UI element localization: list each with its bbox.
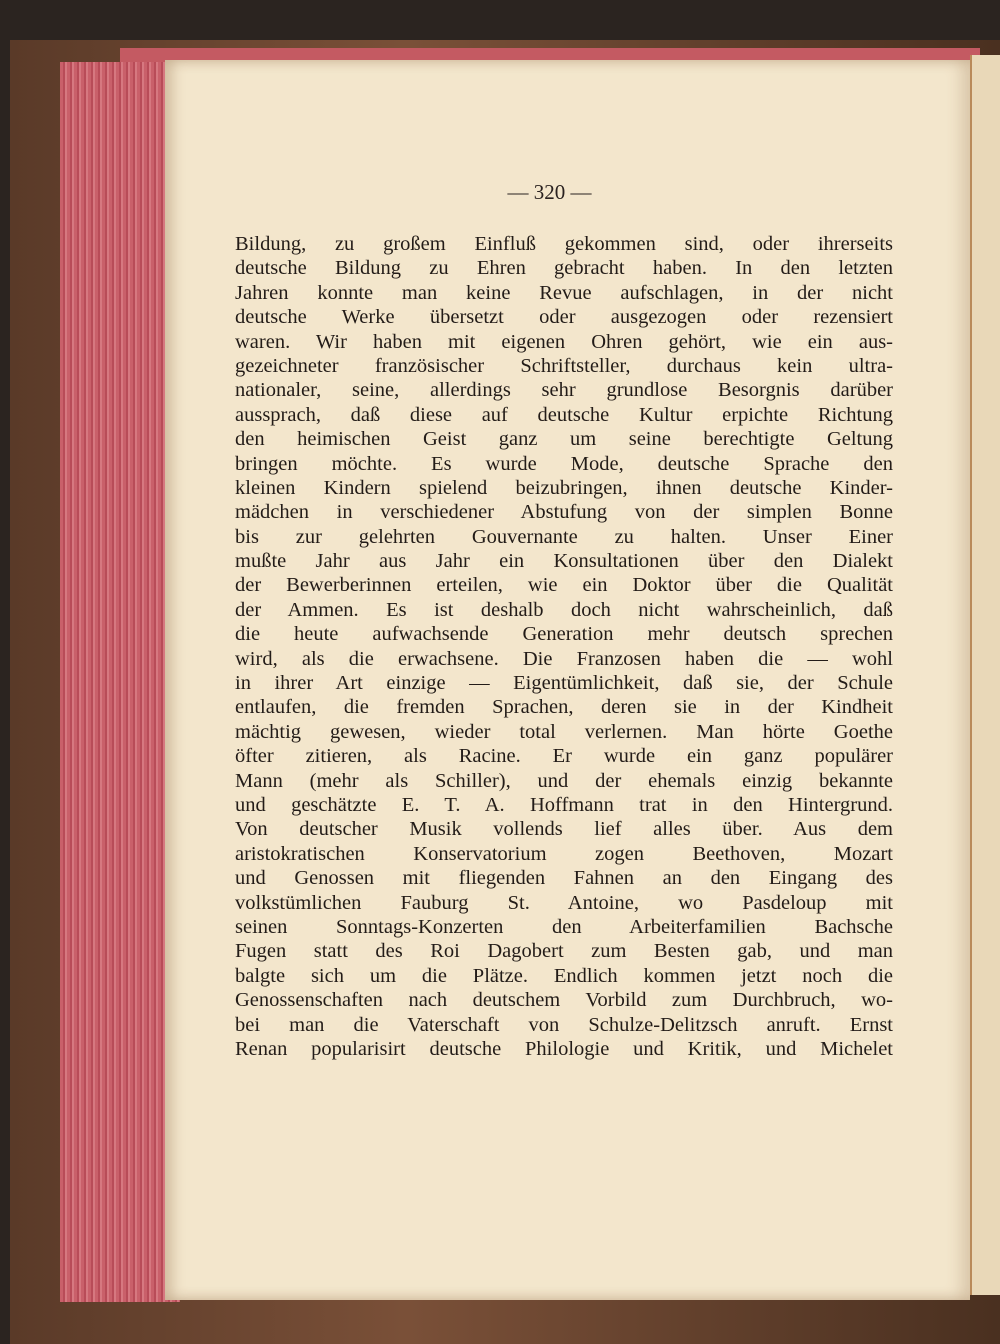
text-line: deutsche Bildung zu Ehren gebracht haben. In den letzten (235, 257, 893, 280)
text-line: deutsche Werke übersetzt oder ausgezogen oder rezensiert (235, 306, 893, 329)
text-line: aristokratischen Konservatorium zogen Beethoven, Mozart (235, 842, 893, 865)
text-line: Genossenschaften nach deutschem Vorbild zum Durchbruch, wo- (235, 989, 893, 1012)
body-text (235, 232, 893, 1061)
text-line: mußte Jahr aus Jahr ein Konsultationen über den Dialekt (235, 550, 893, 573)
text-line: Bildung, zu großem Einfluß gekommen sind, oder ihrerseits (235, 233, 893, 255)
text-line: den heimischen Geist ganz um seine berechtigte Geltung (235, 428, 893, 451)
page-number: — 320 — (507, 180, 592, 204)
book-page (165, 60, 970, 1300)
text-line: und geschätzte E. T. A. Hoffmann trat in den Hintergrund. (235, 793, 893, 816)
text-line: bis zur gelehrten Gouvernante zu halten. Unser Einer (235, 525, 893, 548)
text-line: Fugen statt des Roi Dagobert zum Besten gab, und man (235, 940, 893, 963)
text-line: bei man die Vaterschaft von Schulze-Delitzsch anruft. Ernst (235, 1013, 893, 1036)
text-line: balgte sich um die Plätze. Endlich kommen jetzt noch die (235, 964, 893, 987)
text-line: mädchen in verschiedener Abstufung von der simplen Bonne (235, 501, 893, 524)
text-line: volkstümlichen Fauburg St. Antoine, wo Pasdeloup mit (235, 891, 893, 914)
text-line: öfter zitieren, als Racine. Er wurde ein ganz populärer (235, 745, 893, 768)
text-line: und Genossen mit fliegenden Fahnen an den Eingang des (235, 867, 893, 890)
text-line: Von deutscher Musik vollends lief alles über. Aus dem (235, 818, 893, 841)
text-line: wird, als die erwachsene. Die Franzosen haben die — wohl (235, 647, 893, 670)
text-line: in ihrer Art einzige — Eigentümlichkeit, daß sie, der Schule (235, 672, 893, 695)
text-line: aussprach, daß diese auf deutsche Kultur erpichte Richtung (235, 403, 893, 426)
text-line: bringen möchte. Es wurde Mode, deutsche Sprache den (235, 452, 893, 475)
text-line: nationaler, seine, allerdings sehr grundlose Besorgnis darüber (235, 379, 893, 402)
text-line: Jahren konnte man keine Revue aufschlagen, in der nicht (235, 281, 893, 304)
text-line: die heute aufwachsende Generation mehr deutsch sprechen (235, 623, 893, 646)
text-line: entlaufen, die fremden Sprachen, deren sie in der Kindheit (235, 696, 893, 719)
text-line: seinen Sonntags-Konzerten den Arbeiterfamilien Bachsche (235, 915, 893, 938)
text-line: der Bewerberinnen erteilen, wie ein Doktor über die Qualität (235, 574, 893, 597)
text-line: Mann (mehr als Schiller), und der ehemals einzig bekannte (235, 769, 893, 792)
text-line: der Ammen. Es ist deshalb doch nicht wahrscheinlich, daß (235, 598, 893, 621)
text-line: Renan popularisirt deutsche Philologie und Kritik, und Michelet (235, 1037, 893, 1060)
text-line: gezeichneter französischer Schriftsteller, durchaus kein ultra- (235, 354, 893, 377)
text-line: kleinen Kindern spielend beizubringen, ihnen deutsche Kinder- (235, 476, 893, 499)
text-line: mächtig gewesen, wieder total verlernen. Man hörte Goethe (235, 720, 893, 743)
facing-page (970, 55, 1000, 1295)
page-edges (60, 62, 180, 1302)
text-line: waren. Wir haben mit eigenen Ohren gehört, wie ein aus- (235, 330, 893, 353)
